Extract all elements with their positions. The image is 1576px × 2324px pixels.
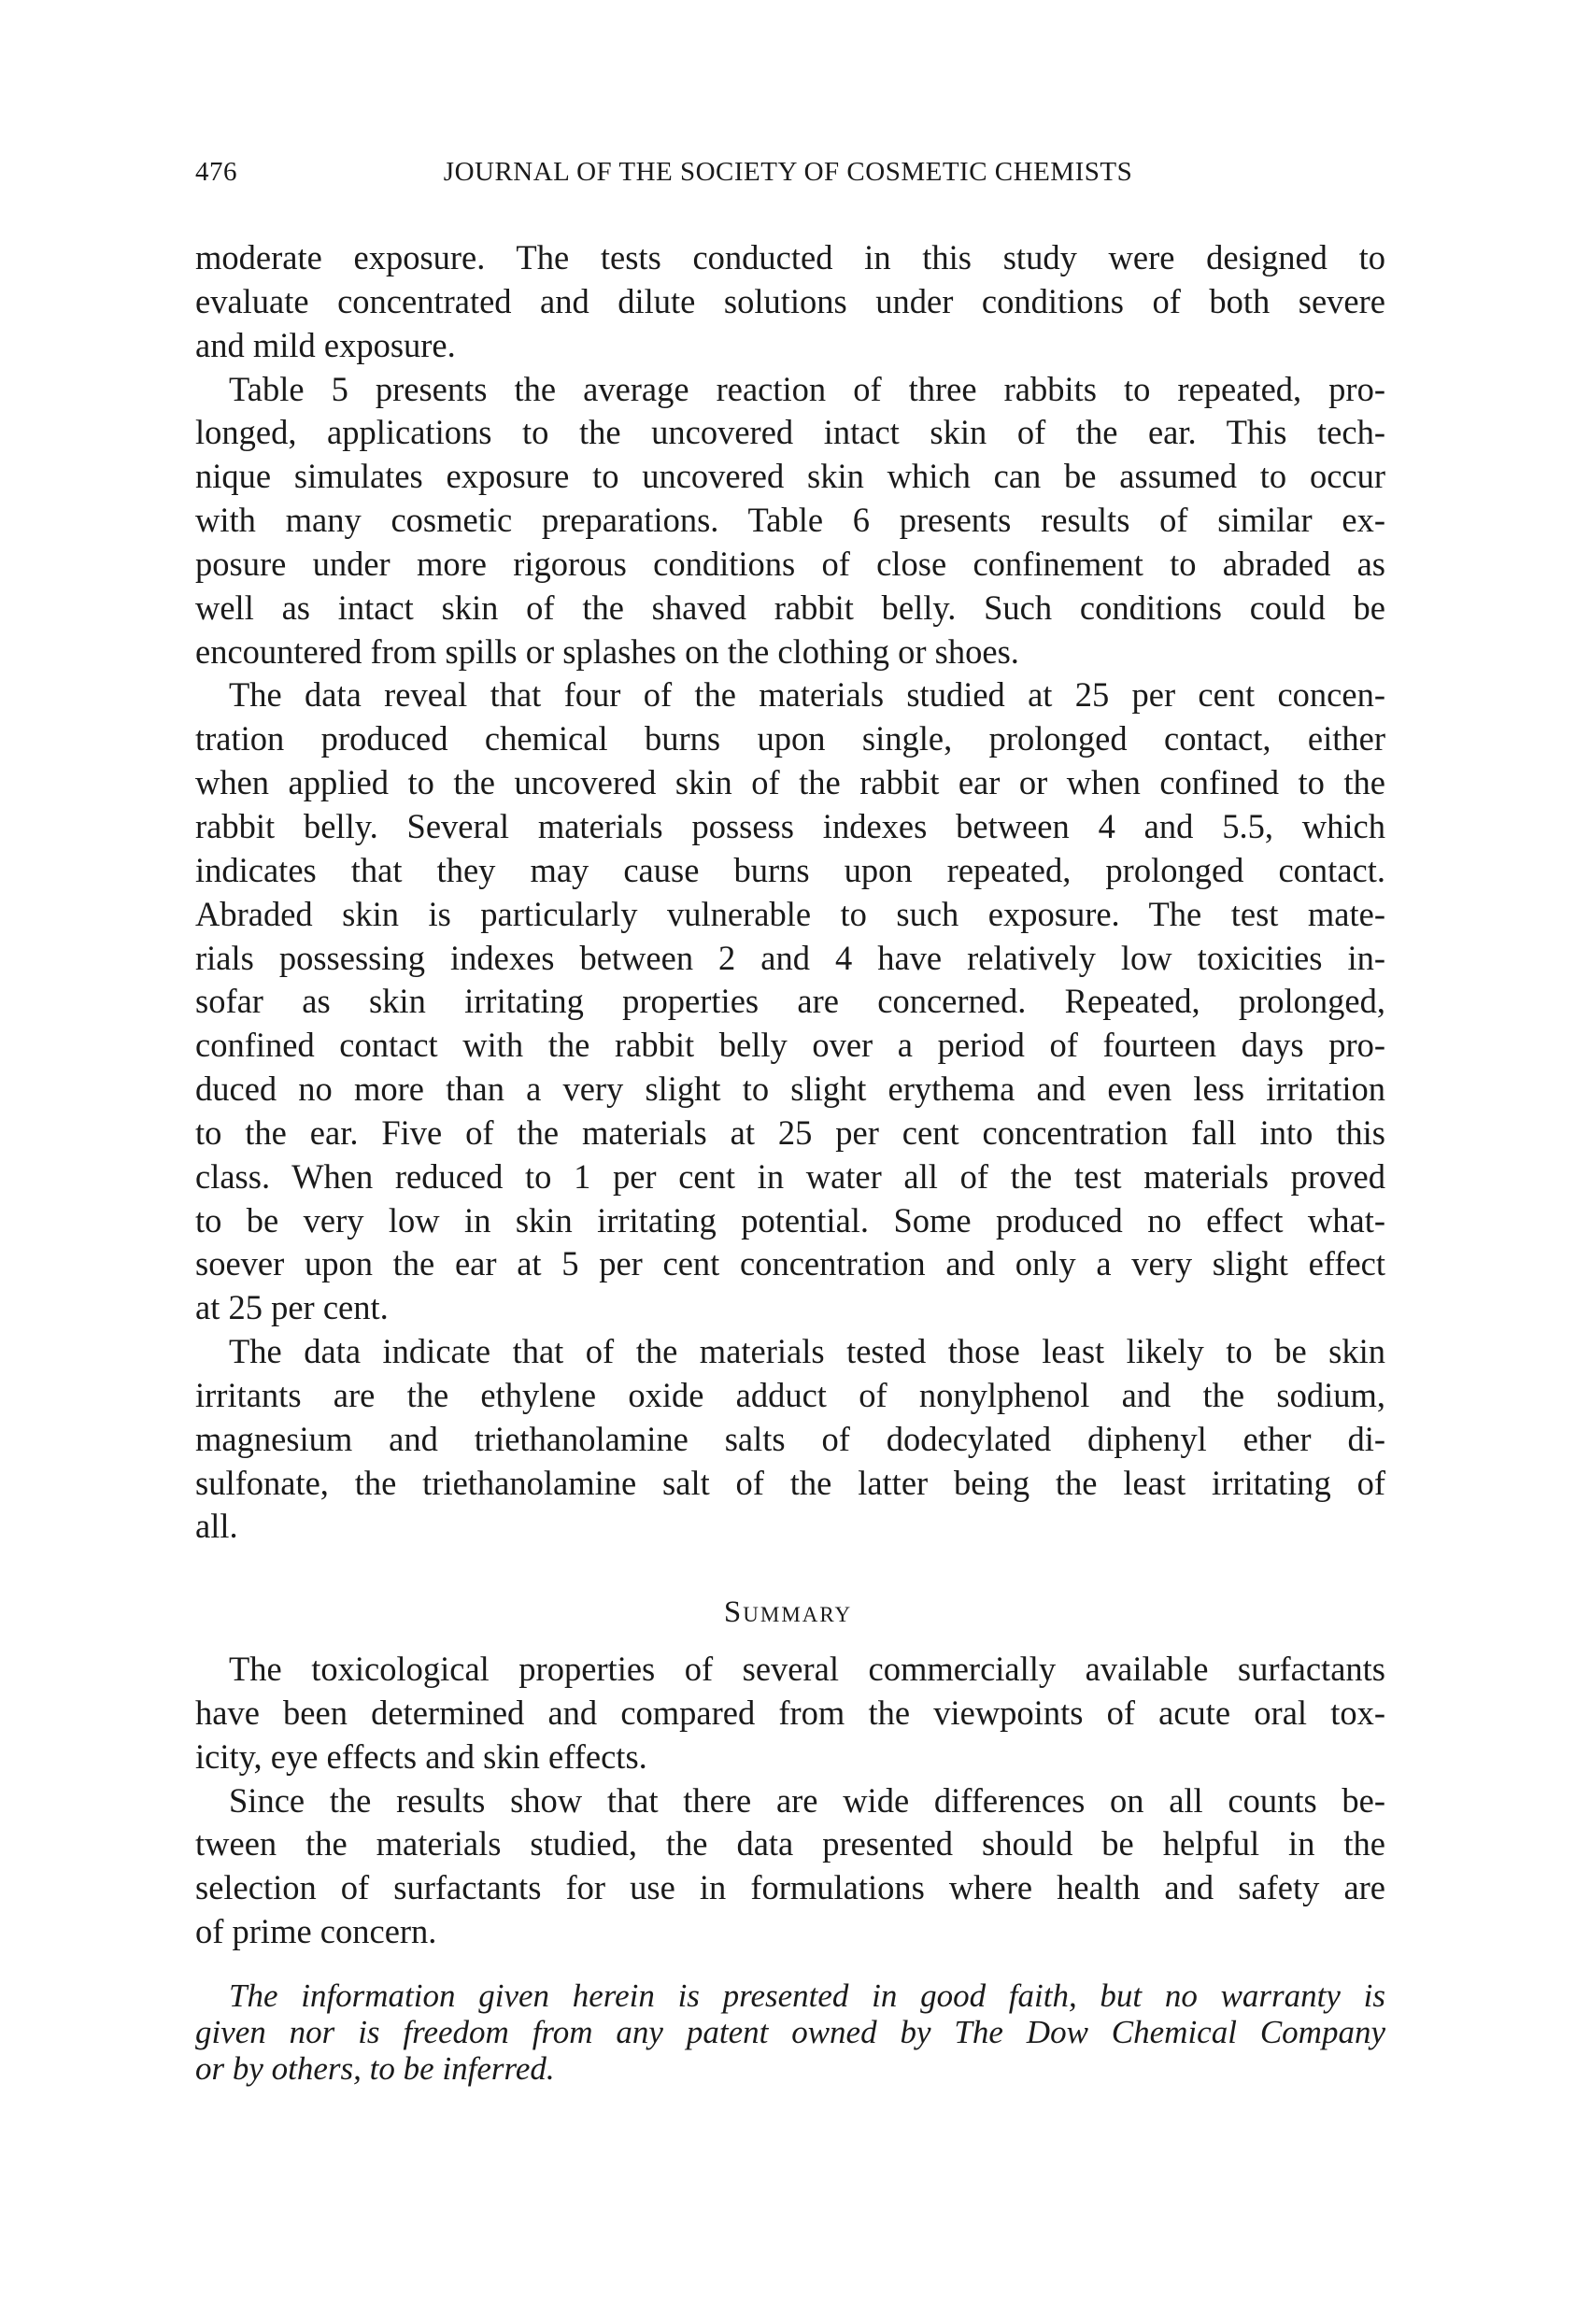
text-line: indicates that they may cause burns upon repeated, prolonged contact.	[195, 850, 1385, 889]
text-line: at 25 per cent.	[195, 1288, 389, 1327]
text-line: The toxicological properties of several commercially available surfactants	[229, 1650, 1385, 1688]
text-line: magnesium and triethanolamine salts of dodecylated diphenyl ether di-	[195, 1419, 1385, 1458]
text-line: with many cosmetic preparations. Table 6 presents results of similar ex-	[195, 501, 1385, 540]
paragraph	[195, 1779, 1385, 1954]
text-line: well as intact skin of the shaved rabbit belly. Such conditions could be	[195, 588, 1385, 627]
text-line: of prime concern.	[195, 1912, 437, 1951]
text-line: posure under more rigorous conditions of close confinement to abraded as	[195, 544, 1385, 583]
text-line: longed, applications to the uncovered intact skin of the ear. This tech-	[195, 413, 1385, 452]
text-line: The data reveal that four of the materials studied at 25 per cent concen-	[229, 675, 1385, 715]
text-line: tration produced chemical burns upon single, prolonged contact, either	[195, 719, 1385, 758]
text-line: nique simulates exposure to uncovered skin which can be assumed to occur	[195, 457, 1385, 496]
text-line: encountered from spills or splashes on the clothing or shoes.	[195, 631, 1019, 671]
text-line: sulfonate, the triethanolamine salt of the latter being the least irritating of	[195, 1463, 1385, 1502]
text-line: to be very low in skin irritating potential. Some produced no effect what-	[195, 1200, 1385, 1240]
body-text	[195, 236, 1385, 1549]
text-line: sofar as skin irritating properties are concerned. Repeated, prolonged,	[195, 982, 1385, 1021]
paragraph	[195, 1977, 1385, 2087]
paragraph	[195, 236, 1385, 368]
text-line: all.	[195, 1507, 238, 1546]
text-line: rabbit belly. Several materials possess indexes between 4 and 5.5, which	[195, 806, 1385, 845]
text-line: when applied to the uncovered skin of the rabbit ear or when confined to the	[195, 763, 1385, 802]
text-line: duced no more than a very slight to slight erythema and even less irritation	[195, 1070, 1385, 1109]
text-line: soever upon the ear at 5 per cent concentration and only a very slight effect	[195, 1244, 1385, 1283]
text-line: moderate exposure. The tests conducted in this study were designed to	[195, 238, 1385, 276]
text-line: class. When reduced to 1 per cent in water all of the test materials proved	[195, 1156, 1385, 1196]
text-line: Since the results show that there are wide differences on all counts be-	[229, 1780, 1385, 1820]
text-line: irritants are the ethylene oxide adduct of nonylphenol and the sodium,	[195, 1375, 1385, 1414]
text-line: evaluate concentrated and dilute solutions under conditions of both severe	[195, 281, 1385, 320]
text-line: tween the materials studied, the data presented should be helpful in the	[195, 1824, 1385, 1863]
text-line: Abraded skin is particularly vulnerable to such exposure. The test mate-	[195, 894, 1385, 933]
summary-text	[195, 1648, 1385, 1954]
paragraph	[195, 1648, 1385, 1779]
text-line: or by others, to be inferred.	[195, 2050, 555, 2087]
text-line: and mild exposure.	[195, 325, 456, 364]
running-head: JOURNAL OF THE SOCIETY OF COSMETIC CHEMISTS	[443, 157, 1133, 187]
section-heading-summary: Summary	[723, 1595, 853, 1629]
text-line: have been determined and compared from the viewpoints of acute oral tox-	[195, 1693, 1385, 1732]
text-line: The information given herein is presented in good faith, but no warranty is	[229, 1977, 1385, 2014]
disclaimer	[195, 1977, 1385, 2087]
page-number: 476	[195, 157, 237, 187]
text-line: selection of surfactants for use in formulations where health and safety are	[195, 1868, 1385, 1907]
text-line: to the ear. Five of the materials at 25 per cent concentration fall into this	[195, 1112, 1385, 1152]
paragraph	[195, 1330, 1385, 1549]
text-line: confined contact with the rabbit belly over a period of fourteen days pro-	[195, 1026, 1385, 1065]
paragraph	[195, 673, 1385, 1330]
text-line: given nor is freedom from any patent owned by The Dow Chemical Company	[195, 2014, 1385, 2050]
text-line: icity, eye effects and skin effects.	[195, 1736, 647, 1776]
paragraph	[195, 368, 1385, 674]
text-line: The data indicate that of the materials tested those least likely to be skin	[229, 1332, 1385, 1371]
text-line: rials possessing indexes between 2 and 4 have relatively low toxicities in-	[195, 938, 1385, 977]
text-line: Table 5 presents the average reaction of three rabbits to repeated, pro-	[229, 369, 1385, 408]
